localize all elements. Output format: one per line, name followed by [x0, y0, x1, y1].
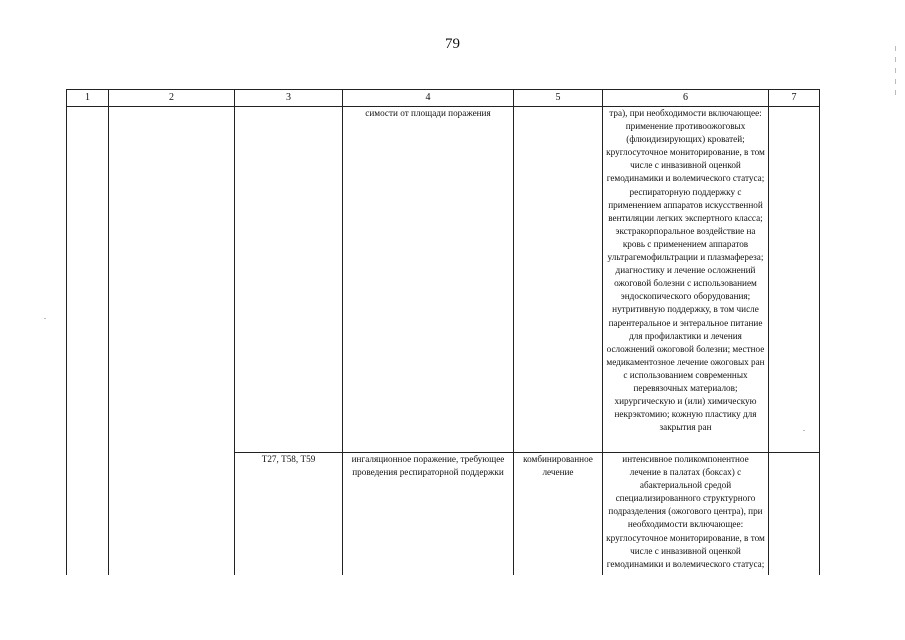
- column-number: 3: [235, 90, 343, 107]
- column-number-row: [67, 90, 820, 107]
- medical-care-table: [66, 89, 820, 575]
- table-cell-col2: [109, 107, 235, 576]
- table-cell-treatment-type: комбинированное лечение: [514, 453, 603, 576]
- table-cell-treatment-method: интенсивное поликомпонентное лечение в палатах (боксах) с абактериальной средой специализированного структурного подразделения (ожогового центра), при необходимости включающее: круглосуточное мониторирование, в том числе с инвазивной оценкой гемодинамики и волемического статуса;: [603, 453, 769, 576]
- table-cell-col1: [67, 107, 109, 576]
- column-number: 6: [603, 90, 769, 107]
- page-number: 79: [445, 36, 460, 52]
- table-cell-condition: ингаляционное поражение, требующее проведения респираторной поддержки: [343, 453, 514, 576]
- table-cell-col7: [769, 107, 820, 453]
- table-cell-codes: [235, 107, 343, 453]
- table-cell-treatment-method: тра), при необходимости включающее: применение противоожоговых (флюидизирующих) кроватей; круглосуточное мониторирование, в том числе с инвазивной оценкой гемодинамики и волемического статуса; респираторную поддержку с применением аппаратов искусственной вентиляции легких экспертного класса; экстракорпоральное воздействие на кровь с применением аппаратов ультрагемофильтрации и плазмафереза; диагностику и лечение осложнений ожоговой болезни с использованием эндоскопического оборудования; нутритивную поддержку, в том числе парентеральное и энтеральное питание для профилактики и лечения осложнений ожоговой болезни; местное медикаментозное лечение ожоговых ран с использованием современных перевязочных материалов; хирургическую и (или) химическую некрэктомию; кожную пластику для закрытия ран: [603, 107, 769, 453]
- column-number: 2: [109, 90, 235, 107]
- table-cell-codes: Т27, Т58, Т59: [235, 453, 343, 576]
- margin-scan-marks: [889, 40, 901, 120]
- table-cell-treatment-type: [514, 107, 603, 453]
- column-number: 7: [769, 90, 820, 107]
- table-row: [67, 107, 820, 453]
- table-cell-condition: симости от площади поражения: [343, 107, 514, 453]
- column-number: 1: [67, 90, 109, 107]
- scan-speck: [44, 318, 46, 319]
- column-number: 4: [343, 90, 514, 107]
- table-cell-col7: [769, 453, 820, 576]
- column-number: 5: [514, 90, 603, 107]
